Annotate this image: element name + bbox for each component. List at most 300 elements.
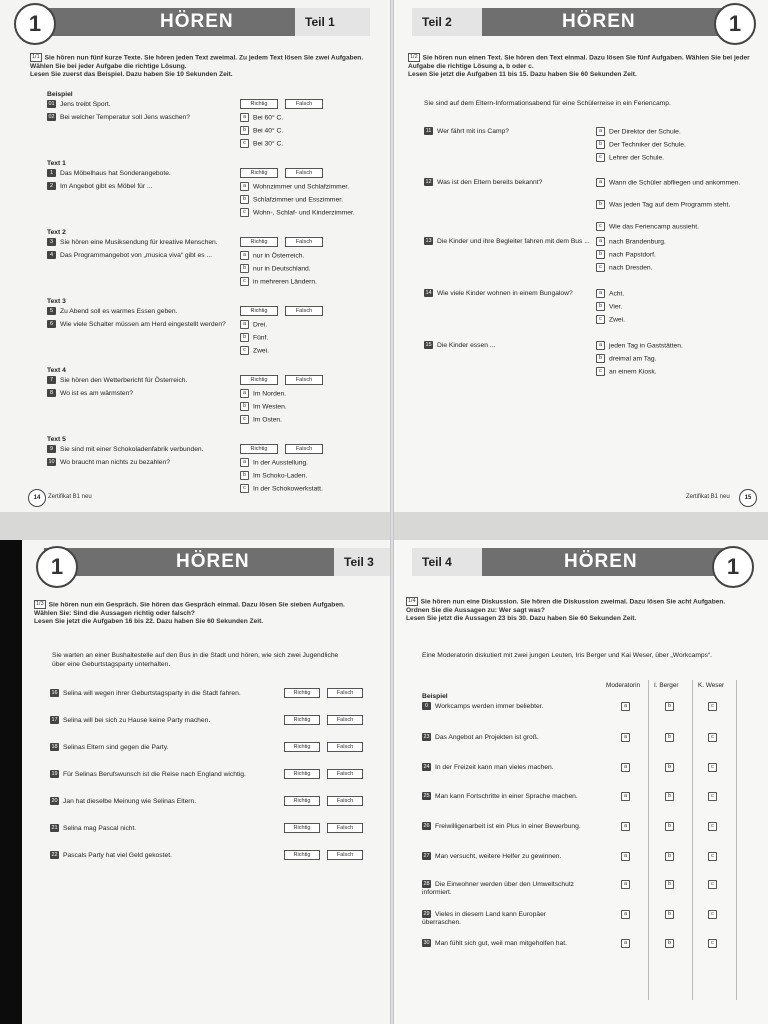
- beispiel-label: Beispiel: [422, 693, 448, 700]
- falsch-button[interactable]: Falsch: [327, 715, 363, 725]
- page-title: HÖREN: [160, 11, 234, 32]
- page-teil-3: [22, 540, 392, 1024]
- richtig-button[interactable]: Richtig: [284, 688, 320, 698]
- page-title: HÖREN: [564, 551, 638, 572]
- instruction-text: Sie hören nun eine Diskussion. Sie hören die Diskussion zweimal. Dazu lösen Sie acht Aufgaben.: [420, 598, 726, 606]
- option-item[interactable]: [596, 315, 756, 325]
- task-number: 12: [425, 179, 432, 185]
- option-checkbox[interactable]: a: [596, 178, 605, 187]
- column-divider: [648, 680, 649, 1000]
- task-number: 30: [423, 940, 430, 946]
- page-gap: [0, 512, 768, 540]
- option-item[interactable]: [240, 471, 307, 480]
- task-item: [422, 792, 582, 801]
- task-item: [47, 251, 212, 260]
- task-number: 25: [423, 793, 430, 799]
- option-item[interactable]: [596, 178, 756, 188]
- falsch-button[interactable]: Falsch: [327, 823, 363, 833]
- falsch-button[interactable]: Falsch: [327, 850, 363, 860]
- option-checkbox[interactable]: b: [596, 200, 605, 209]
- answer-checkbox-a[interactable]: a: [621, 939, 630, 948]
- richtig-button[interactable]: Richtig: [284, 715, 320, 725]
- task-number: 6: [47, 320, 56, 328]
- option-text: Was jeden Tag auf dem Programm steht.: [609, 201, 731, 209]
- instruction-text: Sie hören nun fünf kurze Texte. Sie hören jeden Text zweimal. Zu jedem Text lösen Sie zwei Aufgaben. Wählen Sie bei jeder Aufgabe die richtige Lösung.: [30, 54, 364, 70]
- answer-checkbox-a[interactable]: a: [621, 880, 630, 889]
- task-item: [50, 851, 172, 860]
- task-text: Man versucht, weitere Helfer zu gewinnen.: [435, 852, 562, 860]
- task-number: 7: [47, 376, 56, 384]
- task-item: [50, 770, 246, 779]
- task-item: [422, 702, 582, 711]
- task-text: Pascals Party hat viel Geld gekostet.: [63, 851, 172, 859]
- task-number: 17: [51, 717, 58, 723]
- task-number: 28: [423, 881, 430, 887]
- option-item[interactable]: [596, 289, 756, 299]
- option-item[interactable]: [596, 140, 756, 150]
- task-item: [47, 238, 218, 247]
- option-item[interactable]: [240, 402, 287, 411]
- option-item[interactable]: [596, 341, 756, 351]
- option-item[interactable]: [596, 302, 756, 312]
- option-checkbox[interactable]: a: [596, 341, 605, 350]
- text-heading: Text 2: [47, 229, 66, 236]
- task-text: Man fühlt sich gut, weil man mitgeholfen hat.: [435, 939, 567, 947]
- answer-checkbox-c[interactable]: c: [708, 880, 717, 889]
- option-checkbox[interactable]: c: [596, 263, 605, 272]
- option-text: Fünf.: [253, 334, 269, 342]
- header-bar: [412, 548, 724, 576]
- richtig-button[interactable]: Richtig: [240, 168, 278, 178]
- option-item[interactable]: [596, 367, 756, 377]
- option-text: jeden Tag in Gaststätten.: [609, 342, 683, 350]
- instruction-text-3: Lesen Sie jetzt die Aussagen 23 bis 30. Dazu haben Sie 60 Sekunden Zeit.: [406, 615, 637, 623]
- task-number: 19: [51, 771, 58, 777]
- answer-checkbox-c[interactable]: c: [708, 733, 717, 742]
- task-number: 18: [51, 744, 58, 750]
- falsch-button[interactable]: Falsch: [285, 375, 323, 385]
- task-item: [50, 824, 136, 833]
- task-text: Vieles in diesem Land kann Europäer überraschen.: [422, 910, 547, 927]
- task-text: Das Angebot an Projekten ist groß.: [435, 733, 539, 741]
- falsch-button[interactable]: Falsch: [285, 444, 323, 454]
- task-item: [47, 445, 204, 454]
- cd-track-icon: 1/1: [32, 54, 40, 60]
- answer-checkbox-a[interactable]: a: [621, 733, 630, 742]
- task-text: Freiwilligenarbeit ist ein Plus in einer Bewerbung.: [435, 822, 581, 830]
- task-item: [47, 320, 226, 329]
- task-item: [422, 822, 582, 831]
- option-item[interactable]: [240, 277, 317, 286]
- option-checkbox[interactable]: a: [240, 320, 249, 329]
- option-text: in mehreren Ländern.: [253, 278, 317, 286]
- option-text: Der Direktor der Schule.: [609, 128, 681, 136]
- task-number: 3: [47, 238, 56, 246]
- option-text: dreimal am Tag.: [609, 355, 657, 363]
- option-checkbox[interactable]: b: [240, 126, 249, 135]
- task-item: [422, 910, 582, 928]
- option-text: In der Ausstellung.: [253, 459, 309, 467]
- option-text: Schlafzimmer und Esszimmer.: [253, 196, 343, 204]
- answer-checkbox-a[interactable]: a: [621, 792, 630, 801]
- option-text: Im Schoko-Laden.: [253, 472, 308, 480]
- text-heading: Text 3: [47, 298, 66, 305]
- unit-number-badge: 1: [14, 3, 56, 45]
- beispiel-label: Beispiel: [47, 91, 73, 98]
- falsch-button[interactable]: Falsch: [285, 237, 323, 247]
- column-divider: [736, 680, 737, 1000]
- option-item[interactable]: [240, 182, 349, 191]
- option-text: Bei 60° C.: [253, 114, 284, 122]
- option-item[interactable]: [240, 208, 355, 217]
- task-text: Das Möbelhaus hat Sonderangebote.: [60, 169, 171, 177]
- task-text: Jan hat dieselbe Meinung wie Selinas Eltern.: [63, 797, 197, 805]
- task-number: 10: [48, 459, 55, 465]
- option-item[interactable]: [240, 126, 283, 135]
- option-text: Im Norden.: [253, 390, 287, 398]
- richtig-button[interactable]: Richtig: [284, 769, 320, 779]
- option-item[interactable]: [596, 263, 756, 273]
- task-text: Workcamps werden immer beliebter.: [435, 702, 544, 710]
- answer-checkbox-c[interactable]: c: [708, 792, 717, 801]
- option-item[interactable]: [240, 484, 323, 493]
- task-item: [50, 743, 168, 752]
- task-number: 23: [423, 734, 430, 740]
- task-number: 16: [51, 690, 58, 696]
- answer-checkbox-c[interactable]: c: [708, 763, 717, 772]
- task-number: 9: [47, 445, 56, 453]
- falsch-button[interactable]: Falsch: [327, 769, 363, 779]
- falsch-button[interactable]: Falsch: [327, 742, 363, 752]
- answer-checkbox-b[interactable]: b: [665, 880, 674, 889]
- option-text: Im Osten.: [253, 416, 282, 424]
- option-checkbox[interactable]: b: [596, 302, 605, 311]
- option-checkbox[interactable]: a: [596, 289, 605, 298]
- answer-checkbox-c[interactable]: c: [708, 702, 717, 711]
- task-item: [47, 389, 133, 398]
- option-checkbox[interactable]: b: [240, 195, 249, 204]
- task-number: 0: [422, 702, 431, 710]
- page-teil-4: [392, 540, 768, 1024]
- option-checkbox[interactable]: a: [240, 251, 249, 260]
- option-text: nach Papstdorf.: [609, 251, 656, 259]
- option-item[interactable]: [596, 250, 756, 260]
- task-number: 29: [423, 911, 430, 917]
- option-item[interactable]: [240, 415, 282, 424]
- task-number: 26: [423, 823, 430, 829]
- option-checkbox[interactable]: c: [596, 367, 605, 376]
- task-number: 5: [47, 307, 56, 315]
- option-checkbox[interactable]: c: [240, 346, 249, 355]
- option-text: Im Westen.: [253, 403, 287, 411]
- task-item: [424, 289, 573, 298]
- task-text: Selinas Eltern sind gegen die Party.: [63, 743, 169, 751]
- page-title: HÖREN: [176, 551, 250, 572]
- task-text: Wie viele Schalter müssen am Herd eingestellt werden?: [60, 320, 226, 328]
- task-item: [50, 689, 241, 698]
- option-item[interactable]: [240, 195, 343, 204]
- option-text: nur in Österreich.: [253, 252, 305, 260]
- instruction-text-2: Lesen Sie jetzt die Aufgaben 11 bis 15. Dazu haben Sie 60 Sekunden Zeit.: [408, 71, 637, 79]
- column-header-berger: I. Berger: [654, 682, 679, 689]
- richtig-button[interactable]: Richtig: [284, 850, 320, 860]
- richtig-button[interactable]: Richtig: [240, 306, 278, 316]
- option-item[interactable]: [596, 127, 756, 137]
- task-item: [47, 307, 177, 316]
- option-checkbox[interactable]: c: [240, 208, 249, 217]
- option-checkbox[interactable]: b: [240, 402, 249, 411]
- teil-label: Teil 1: [295, 8, 370, 36]
- answer-checkbox-c[interactable]: c: [708, 822, 717, 831]
- option-text: nur in Deutschland.: [253, 265, 311, 273]
- option-text: Wohnzimmer und Schlafzimmer.: [253, 183, 350, 191]
- option-text: Lehrer der Schule.: [609, 154, 665, 162]
- instruction-text: Sie hören nun ein Gespräch. Sie hören das Gespräch einmal. Dazu lösen Sie sieben Aufgaben.: [48, 601, 345, 609]
- task-number: 02: [48, 114, 55, 120]
- option-item[interactable]: [596, 354, 756, 364]
- richtig-button[interactable]: Richtig: [284, 742, 320, 752]
- answer-checkbox-b[interactable]: b: [665, 792, 674, 801]
- cd-track-icon: 1/4: [408, 598, 416, 604]
- instructions: [406, 597, 756, 624]
- task-text: Was ist den Eltern bereits bekannt?: [437, 178, 543, 186]
- answer-checkbox-b[interactable]: b: [665, 939, 674, 948]
- task-text: Sie hören eine Musiksendung für kreative Menschen.: [60, 238, 218, 246]
- option-checkbox[interactable]: b: [240, 471, 249, 480]
- task-text: Jens treibt Sport.: [60, 100, 111, 108]
- task-text: Die Einwohner werden über den Umweltschutz informiert.: [422, 880, 575, 897]
- option-checkbox[interactable]: a: [240, 113, 249, 122]
- task-number: 01: [48, 101, 55, 107]
- task-number: 21: [51, 825, 58, 831]
- richtig-button[interactable]: Richtig: [240, 237, 278, 247]
- instructions: [408, 53, 758, 80]
- answer-checkbox-a[interactable]: a: [621, 763, 630, 772]
- answer-checkbox-c[interactable]: c: [708, 939, 717, 948]
- option-text: In der Schokowerkstatt.: [253, 485, 323, 493]
- answer-checkbox-b[interactable]: b: [665, 763, 674, 772]
- option-checkbox[interactable]: c: [596, 315, 605, 324]
- option-item[interactable]: [240, 333, 268, 342]
- option-checkbox[interactable]: c: [596, 153, 605, 162]
- task-text: Sie hören den Wetterbericht für Österreich.: [60, 376, 188, 384]
- task-item: [50, 716, 210, 725]
- falsch-button[interactable]: Falsch: [285, 99, 323, 109]
- task-number: 1: [47, 169, 56, 177]
- task-number: 4: [47, 251, 56, 259]
- book-spine: [390, 0, 394, 1024]
- task-text: Das Programmangebot von „musica viva“ gibt es ...: [60, 251, 213, 259]
- option-text: Zwei.: [609, 316, 625, 324]
- task-text: Man kann Fortschritte in einer Sprache machen.: [435, 792, 578, 800]
- task-item: [424, 178, 542, 187]
- richtig-button[interactable]: Richtig: [284, 796, 320, 806]
- falsch-button[interactable]: Falsch: [285, 306, 323, 316]
- falsch-button[interactable]: Falsch: [285, 168, 323, 178]
- intro-text: Sie sind auf dem Eltern-Informationsabend für eine Schülerreise in ein Feriencamp.: [424, 100, 671, 107]
- text-heading: Text 1: [47, 160, 66, 167]
- answer-checkbox-c[interactable]: c: [708, 852, 717, 861]
- option-item[interactable]: [240, 139, 283, 148]
- option-checkbox[interactable]: a: [240, 182, 249, 191]
- option-text: Zwei.: [253, 347, 269, 355]
- option-text: Wann die Schüler abfliegen und ankommen.: [609, 179, 741, 187]
- option-text: Drei.: [253, 321, 268, 329]
- task-item: [422, 763, 582, 772]
- header-bar: [412, 8, 722, 36]
- unit-number-badge: 1: [36, 546, 78, 588]
- column-header-weser: K. Weser: [698, 682, 725, 689]
- task-item: [47, 458, 170, 467]
- task-text: Selina mag Pascal nicht.: [63, 824, 137, 832]
- answer-checkbox-a[interactable]: a: [621, 910, 630, 919]
- option-text: Wohn-, Schlaf- und Kinderzimmer.: [253, 209, 355, 217]
- option-item[interactable]: [596, 222, 756, 232]
- task-text: Selina will wegen ihrer Geburtstagsparty in die Stadt fahren.: [63, 689, 241, 697]
- task-item: [422, 852, 582, 861]
- task-item: [47, 113, 190, 122]
- task-item: [47, 376, 187, 385]
- option-checkbox[interactable]: c: [240, 484, 249, 493]
- richtig-button[interactable]: Richtig: [240, 99, 278, 109]
- scan-border: [0, 540, 22, 1024]
- answer-checkbox-b[interactable]: b: [665, 702, 674, 711]
- column-divider: [692, 680, 693, 1000]
- answer-checkbox-c[interactable]: c: [708, 910, 717, 919]
- text-heading: Text 5: [47, 436, 66, 443]
- footer-text: Zertifikat B1 neu: [48, 494, 92, 500]
- option-checkbox[interactable]: a: [596, 237, 605, 246]
- task-number: 15: [425, 342, 432, 348]
- task-item: [422, 880, 582, 898]
- answer-checkbox-a[interactable]: a: [621, 822, 630, 831]
- task-item: [424, 341, 495, 350]
- option-item[interactable]: [596, 237, 756, 247]
- page-number: 15: [739, 489, 757, 507]
- option-item[interactable]: [596, 200, 756, 210]
- option-checkbox[interactable]: b: [240, 264, 249, 273]
- task-item: [47, 100, 111, 109]
- answer-checkbox-b[interactable]: b: [665, 910, 674, 919]
- instructions: [34, 600, 374, 627]
- teil-label: Teil 3: [334, 548, 392, 576]
- task-text: Bei welcher Temperatur soll Jens waschen?: [60, 113, 190, 121]
- falsch-button[interactable]: Falsch: [327, 796, 363, 806]
- option-checkbox[interactable]: b: [596, 140, 605, 149]
- option-checkbox[interactable]: c: [240, 139, 249, 148]
- task-number: 27: [423, 853, 430, 859]
- option-text: nach Dresden.: [609, 264, 653, 272]
- text-heading: Text 4: [47, 367, 66, 374]
- option-text: Bei 30° C.: [253, 140, 284, 148]
- task-item: [47, 169, 171, 178]
- task-item: [47, 182, 153, 191]
- option-item[interactable]: [240, 251, 304, 260]
- footer-text: Zertifikat B1 neu: [686, 494, 730, 500]
- option-checkbox[interactable]: b: [596, 250, 605, 259]
- task-text: In der Freizeit kann man vieles machen.: [435, 763, 554, 771]
- option-item[interactable]: [240, 320, 267, 329]
- page-teil-2: [392, 0, 768, 512]
- option-text: an einem Kiosk.: [609, 368, 657, 376]
- option-item[interactable]: [240, 389, 286, 398]
- task-item: [422, 939, 582, 948]
- cd-track-icon: 1/2: [410, 54, 418, 60]
- task-item: [424, 237, 590, 246]
- task-text: Die Kinder und ihre Begleiter fahren mit dem Bus ...: [437, 237, 590, 245]
- task-text: Selina will bei sich zu Hause keine Party machen.: [63, 716, 211, 724]
- option-item[interactable]: [240, 458, 308, 467]
- task-number: 8: [47, 389, 56, 397]
- column-header-moderatorin: Moderatorin: [606, 682, 641, 689]
- task-number: 2: [47, 182, 56, 190]
- option-checkbox[interactable]: b: [240, 333, 249, 342]
- answer-checkbox-b[interactable]: b: [665, 852, 674, 861]
- option-text: Der Techniker der Schule.: [609, 141, 686, 149]
- richtig-button[interactable]: Richtig: [240, 375, 278, 385]
- richtig-button[interactable]: Richtig: [240, 444, 278, 454]
- intro-text: Sie warten an einer Bushaltestelle auf den Bus in die Stadt und hören, wie sich zwei Jugendliche über eine Geburtstagsparty unterhalten.: [52, 652, 339, 668]
- option-checkbox[interactable]: c: [596, 222, 605, 231]
- task-text: Für Selinas Berufswunsch ist die Reise nach England wichtig.: [63, 770, 246, 778]
- task-number: 20: [51, 798, 58, 804]
- richtig-button[interactable]: Richtig: [284, 823, 320, 833]
- unit-number-badge: 1: [712, 546, 754, 588]
- answer-checkbox-b[interactable]: b: [665, 733, 674, 742]
- task-text: Im Angebot gibt es Möbel für ...: [60, 182, 153, 190]
- option-item[interactable]: [596, 153, 756, 163]
- header-bar: [44, 548, 392, 576]
- task-number: 22: [51, 852, 58, 858]
- option-text: Vier.: [609, 303, 623, 311]
- task-text: Zu Abend soll es warmes Essen geben.: [60, 307, 178, 315]
- instruction-text-2: Ordnen Sie die Aussagen zu: Wer sagt was?: [406, 606, 545, 614]
- instruction-text-2: Lesen Sie zuerst das Beispiel. Dazu haben Sie 10 Sekunden Zeit.: [30, 71, 233, 79]
- option-text: Acht.: [609, 290, 625, 298]
- task-text: Die Kinder essen ...: [437, 341, 496, 349]
- option-text: Bei 40° C.: [253, 127, 284, 135]
- task-text: Wie viele Kinder wohnen in einem Bungalow?: [437, 289, 573, 297]
- option-checkbox[interactable]: c: [240, 415, 249, 424]
- option-checkbox[interactable]: a: [240, 389, 249, 398]
- task-text: Wo ist es am wärmsten?: [60, 389, 134, 397]
- option-item[interactable]: [240, 113, 283, 122]
- unit-number-badge: 1: [714, 3, 756, 45]
- task-number: 24: [423, 764, 430, 770]
- answer-checkbox-a[interactable]: a: [621, 852, 630, 861]
- option-checkbox[interactable]: a: [596, 127, 605, 136]
- task-number: 13: [425, 238, 432, 244]
- option-item[interactable]: [240, 264, 311, 273]
- teil-label: Teil 4: [412, 548, 482, 576]
- option-checkbox[interactable]: c: [240, 277, 249, 286]
- instruction-text-2: Wählen Sie: Sind die Aussagen richtig oder falsch?: [34, 609, 195, 617]
- task-number: 14: [425, 290, 432, 296]
- answer-checkbox-b[interactable]: b: [665, 822, 674, 831]
- task-text: Sie sind mit einer Schokoladenfabrik verbunden.: [60, 445, 204, 453]
- option-checkbox[interactable]: b: [596, 354, 605, 363]
- falsch-button[interactable]: Falsch: [327, 688, 363, 698]
- task-text: Wo braucht man nichts zu bezahlen?: [60, 458, 170, 466]
- task-item: [422, 733, 582, 742]
- answer-checkbox-a[interactable]: a: [621, 702, 630, 711]
- task-item: [424, 127, 509, 136]
- intro-text: Eine Moderatorin diskutiert mit zwei jungen Leuten, Iris Berger und Kai Weser, über „Workcamps“.: [422, 652, 713, 659]
- option-checkbox[interactable]: a: [240, 458, 249, 467]
- option-item[interactable]: [240, 346, 269, 355]
- option-text: nach Brandenburg.: [609, 238, 666, 246]
- task-item: [50, 797, 196, 806]
